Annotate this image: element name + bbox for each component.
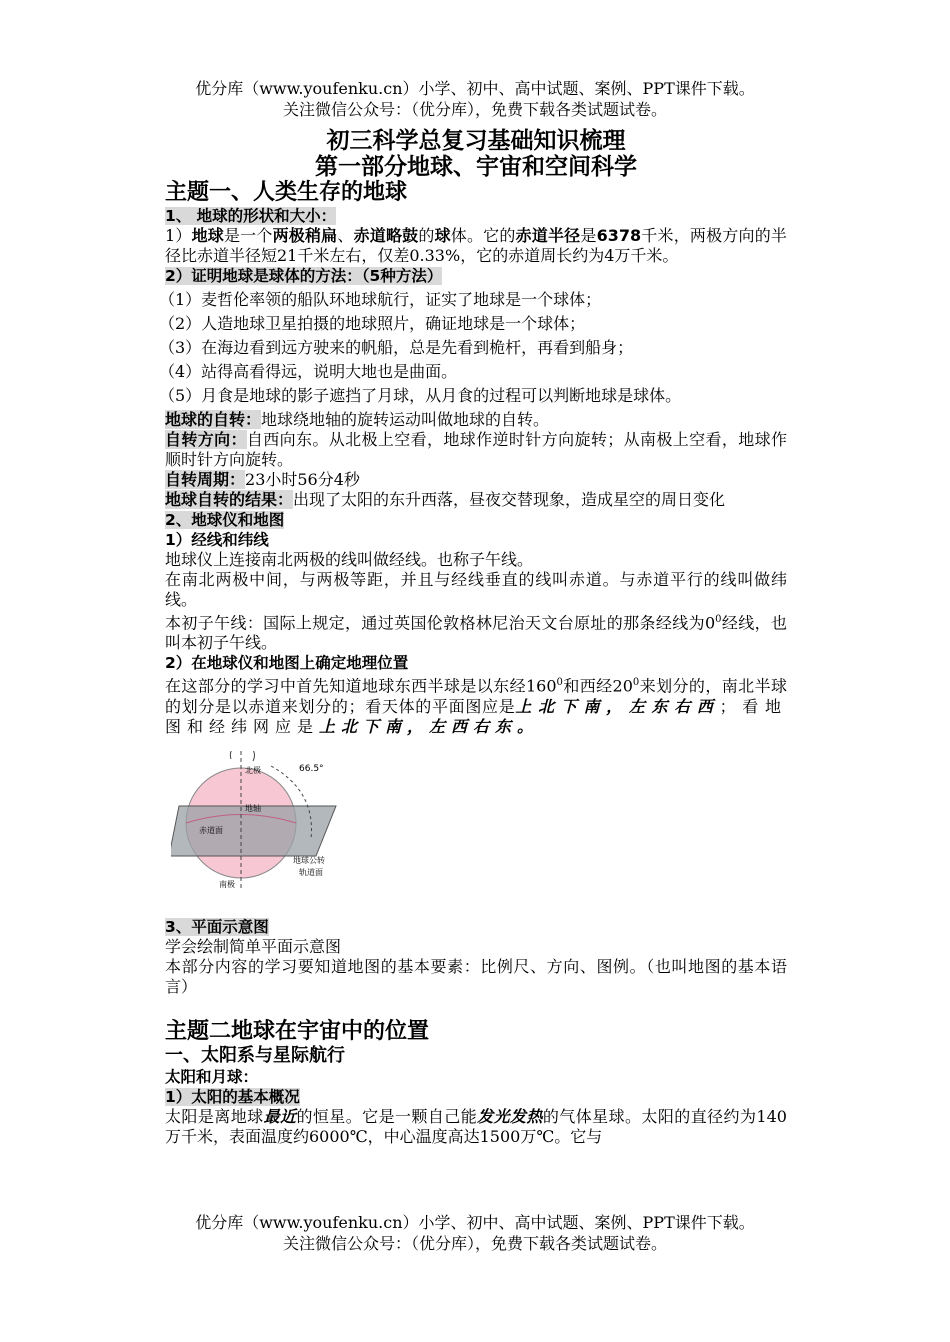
document-title: 初三科学总复习基础知识梳理 (326, 128, 626, 154)
footer-line-2: 关注微信公众号：（优分库），免费下载各类试题试卷。 (282, 1234, 667, 1253)
document-subtitle: 第一部分地球、宇宙和空间科学 (315, 154, 637, 180)
diagram-label-angle: 66.5° (299, 763, 324, 774)
page-footer (0, 1212, 950, 1254)
section-1-heading: 1、 地球的形状和大小： (165, 207, 337, 225)
document-body (159, 128, 787, 1147)
earth-shape-paragraph: 1）地球是一个两极稍扁、赤道略鼓的球体。它的赤道半径是6378千米，两极方向的半径比赤道半径短21千米左右，仅差0.33%，它的赤道周长约为4万千米。 (165, 226, 787, 265)
section-3-heading: 3、平面示意图 (165, 917, 269, 936)
meridians-parallels-heading: 1）经线和纬线 (165, 531, 269, 549)
sun-overview-heading: 1）太阳的基本概况 (165, 1087, 300, 1106)
sketch-paragraph: 学会绘制简单平面示意图 (165, 936, 342, 956)
diagram-label-orbit-2: 轨道面 (299, 867, 323, 877)
solar-system-heading: 一、太阳系与星际航行 (165, 1044, 345, 1066)
diagram-label-equator: 赤道面 (199, 825, 223, 835)
method-item-2: （2）人造地球卫星拍摄的地球照片，确证地球是一个球体； (159, 314, 586, 333)
footer-line-1: 优分库（www.youfenku.cn）小学、初中、高中试题、案例、PPT课件下载。 (195, 1213, 755, 1232)
theme-1-heading: 主题一、人类生存的地球 (165, 180, 408, 205)
header-line-2: 关注微信公众号：（优分库），免费下载各类试题试卷。 (282, 100, 667, 119)
theme-2-heading: 主题二地球在宇宙中的位置 (165, 1018, 430, 1044)
location-heading: 2）在地球仪和地图上确定地理位置 (165, 654, 409, 673)
hemisphere-paragraph: 在这部分的学习中首先知道地球东西半球是以东经$160^0$和西经$20^0$来划分的，南北半球的划分是以赤道来划分的；看天体的平面图应是上北下南，左东右西；看地图和经纬网应是上北下南，左西右东。 (165, 676, 787, 736)
sun-moon-heading: 太阳和月球： (165, 1067, 259, 1086)
header-line-1: 优分库（www.youfenku.cn）小学、初中、高中试题、案例、PPT课件下载。 (195, 79, 755, 98)
rotation-direction: 自转方向：自西向东。从北极上空看，地球作逆时针方向旋转；从南极上空看，地球作顺时针方向旋转。 (165, 430, 787, 469)
rotation-period: 自转周期：23小时56分4秒 (165, 470, 360, 489)
prime-meridian-paragraph: 本初子午线：国际上规定，通过英国伦敦格林尼治天文台原址的那条经线为$0^0$经线，也叫本初子午线。 (165, 613, 787, 653)
rotation-definition: 地球的自转：地球绕地轴的旋转运动叫做地球的自转。 (165, 410, 550, 429)
method-item-3: （3）在海边看到远方驶来的帆船，总是先看到桅杆，再看到船身； (159, 338, 634, 357)
earth-axis-diagram (171, 751, 341, 891)
rotation-result: 地球自转的结果：出现了太阳的东升西落，昼夜交替现象，造成星空的周日变化 (165, 490, 726, 509)
parallel-paragraph: 在南北两极中间，与两极等距，并且与经线垂直的线叫赤道。与赤道平行的线叫做纬线。 (165, 570, 787, 609)
proof-methods-heading: 2）证明地球是球体的方法：（5种方法） (165, 267, 443, 285)
method-item-5: （5）月食是地球的影子遮挡了月球，从月食的过程可以判断地球是球体。 (159, 386, 682, 405)
section-2-heading: 2、地球仪和地图 (165, 511, 285, 529)
diagram-label-north: 北极 (245, 765, 261, 775)
meridian-paragraph: 地球仪上连接南北两极的线叫做经线。也称子午线。 (165, 550, 534, 569)
page-header (0, 78, 950, 120)
map-elements-paragraph: 本部分内容的学习要知道地图的基本要素：比例尺、方向、图例。（也叫地图的基本语言） (165, 956, 787, 996)
diagram-label-orbit-1: 地球公转 (293, 855, 325, 865)
method-item-1: （1）麦哲伦率领的船队环地球航行，证实了地球是一个球体； (159, 290, 602, 309)
diagram-label-south: 南极 (219, 879, 235, 889)
diagram-label-axis: 地轴 (245, 803, 261, 813)
method-item-4: （4）站得高看得远，说明大地也是曲面。 (159, 362, 458, 381)
sun-paragraph: 太阳是离地球最近的恒星。它是一颗自己能发光发热的气体星球。太阳的直径约为140万千米，表面温度约6000℃，中心温度高达1500万℃。它与 (165, 1106, 787, 1146)
